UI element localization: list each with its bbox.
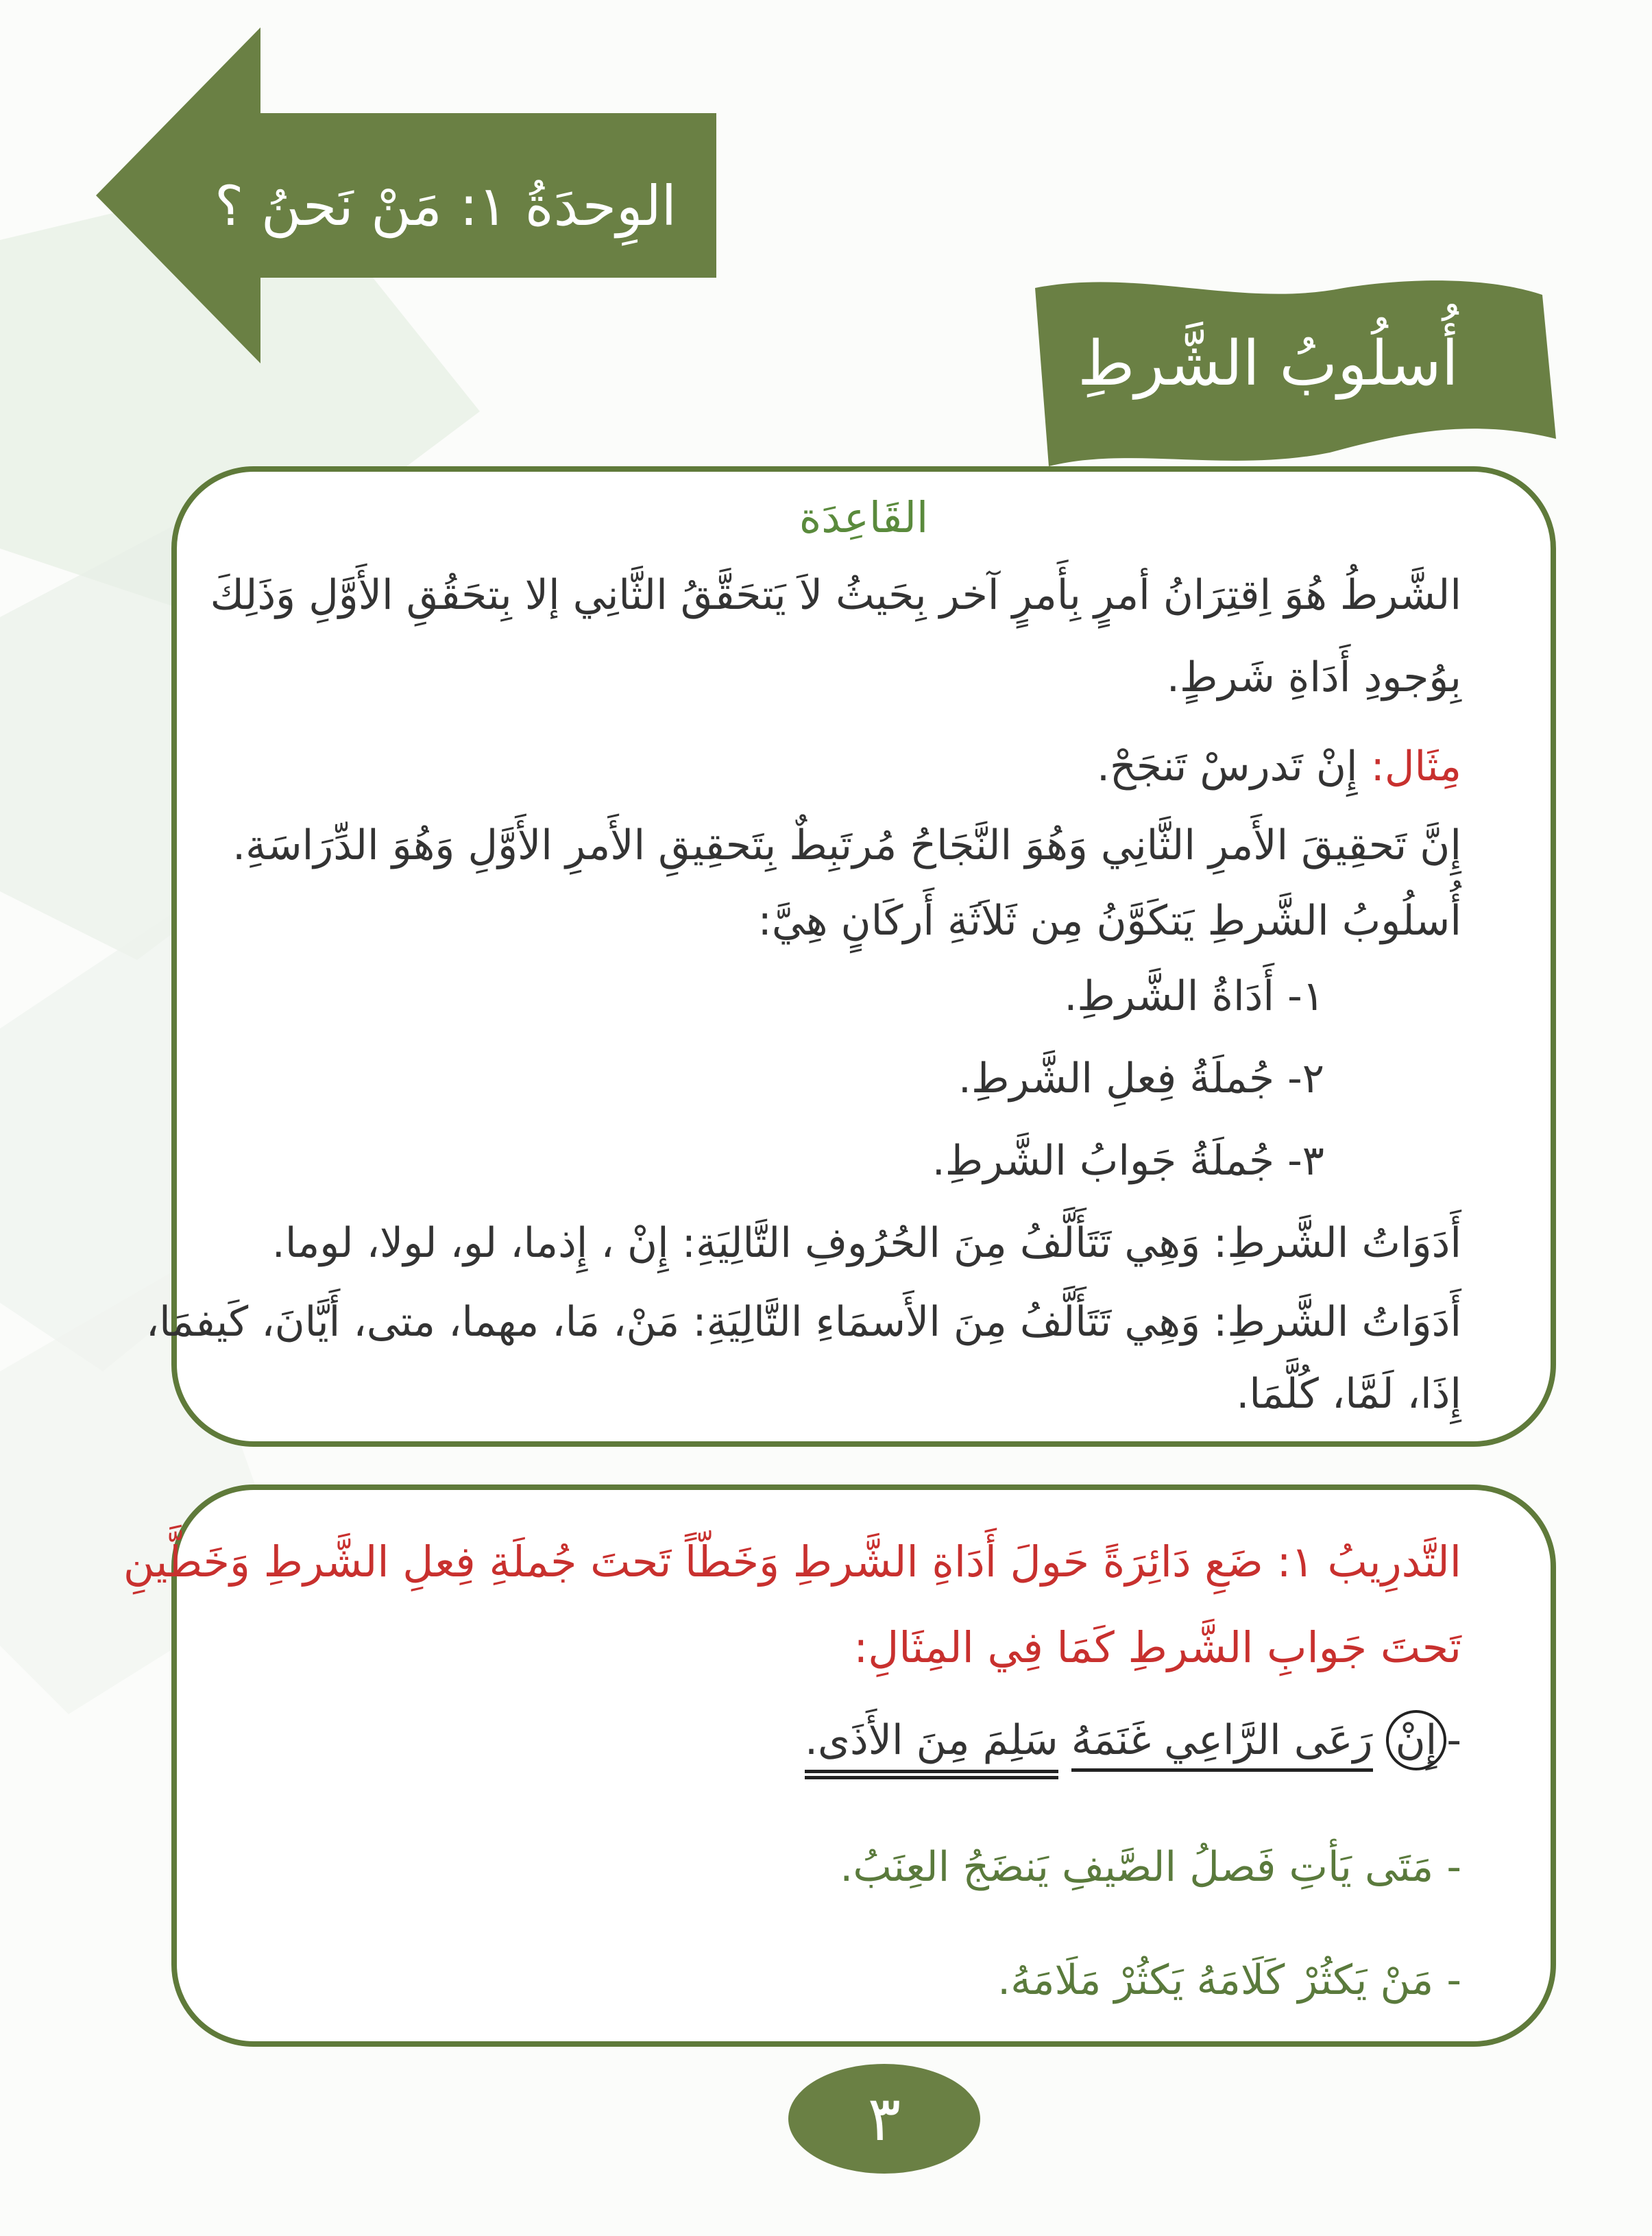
pillars-intro: أُسلُوبُ الشَّرطِ يَتكَوَّنُ مِن ثَلاَثَةِ أَركَانٍ هِيَّ: bbox=[757, 897, 1461, 945]
example-label: مِثَال: bbox=[1370, 743, 1461, 791]
tools-line: أَدَوَاتُ الشَّرطِ: وَهِي تَتَأَلَّفُ مِنَ الأَسمَاءِ التَّالِيَةِ: مَنْ، مَا، مهما، متى، أَيَّانَ، كَيفمَا، bbox=[145, 1298, 1461, 1346]
explanation-line: إِنَّ تَحقِيقَ الأَمرِ الثَّانِي وَهُوَ النَّجَاحُ مُرتَبِطٌ بِتَحقِيقِ الأَمرِ الأَوَّلِ وَهُوَ الدِّرَاسَةِ. bbox=[232, 821, 1461, 869]
verb-clause-underlined: رَعَى الرَّاعِي غَنَمَهُ bbox=[1071, 1716, 1373, 1772]
circled-tool: إِنْ bbox=[1386, 1710, 1447, 1770]
rule-line: بِوُجودِ أَدَاةِ شَرطٍ. bbox=[1166, 653, 1461, 701]
answer-clause-double-underlined: سَلِمَ مِنَ الأَذَى. bbox=[805, 1716, 1058, 1779]
rule-box bbox=[145, 466, 1556, 1447]
exercise-title-cont: تَحتَ جَوابِ الشَّرطِ كَمَا فِي المِثَالِ: bbox=[853, 1622, 1461, 1672]
page-number: ٣ bbox=[788, 2064, 980, 2174]
exercise-example bbox=[239, 1709, 1461, 1771]
exercise-box bbox=[123, 1484, 1556, 2047]
pillar-item: ١- أَدَاةُ الشَّرطِ. bbox=[1064, 972, 1324, 1020]
tools-line: أَدَوَاتُ الشَّرطِ: وَهِي تَتَأَلَّفُ مِنَ الحُرُوفِ التَّالِيَةِ: إِنْ ، إِذما، لو، لولا، لوما. bbox=[271, 1219, 1461, 1267]
tools-line: إِذَا، لَمَّا، كُلَّمَا. bbox=[1236, 1370, 1461, 1418]
exercise-item: - مَتَى يَأتِ فَصلُ الصَّيفِ يَنضَجُ العِنَبُ. bbox=[840, 1843, 1461, 1891]
exercise-title: التَّدرِيبُ ١: ضَعِ دَائِرَةً حَولَ أَدَاةِ الشَّرطِ وَخَطّاً تَحتَ جُملَةِ فِعلِ الشَّرطِ وَخَطَّينِ bbox=[123, 1537, 1461, 1587]
pillar-item: ٣- جُملَةُ جَوابُ الشَّرطِ. bbox=[932, 1137, 1324, 1185]
unit-label: الوِحدَةُ ١: مَنْ نَحنُ ؟ bbox=[215, 173, 677, 238]
lesson-title: أُسلُوبُ الشَّرطِ bbox=[1078, 327, 1459, 400]
exercise-item: - مَنْ يَكثُرْ كَلَامَهُ يَكثُرْ مَلَامَهُ. bbox=[997, 1956, 1461, 2004]
example-text: إِنْ تَدرسْ تَنجَحْ. bbox=[1096, 743, 1371, 791]
rule-title: القَاعِدَة bbox=[799, 492, 929, 542]
pillar-item: ٢- جُملَةُ فِعلِ الشَّرطِ. bbox=[958, 1055, 1324, 1103]
rule-line: الشَّرطُ هُوَ اِقتِرَانُ أمرٍ بِأَمرٍ آخر بِحَيثُ لاَ يَتحَقَّقُ الثَّانِي إلا بِتحَقُقِ الأَوَّلِ وَذَلِكَ bbox=[210, 571, 1461, 619]
example-line bbox=[239, 736, 1461, 797]
example-dash: - bbox=[1446, 1716, 1461, 1764]
